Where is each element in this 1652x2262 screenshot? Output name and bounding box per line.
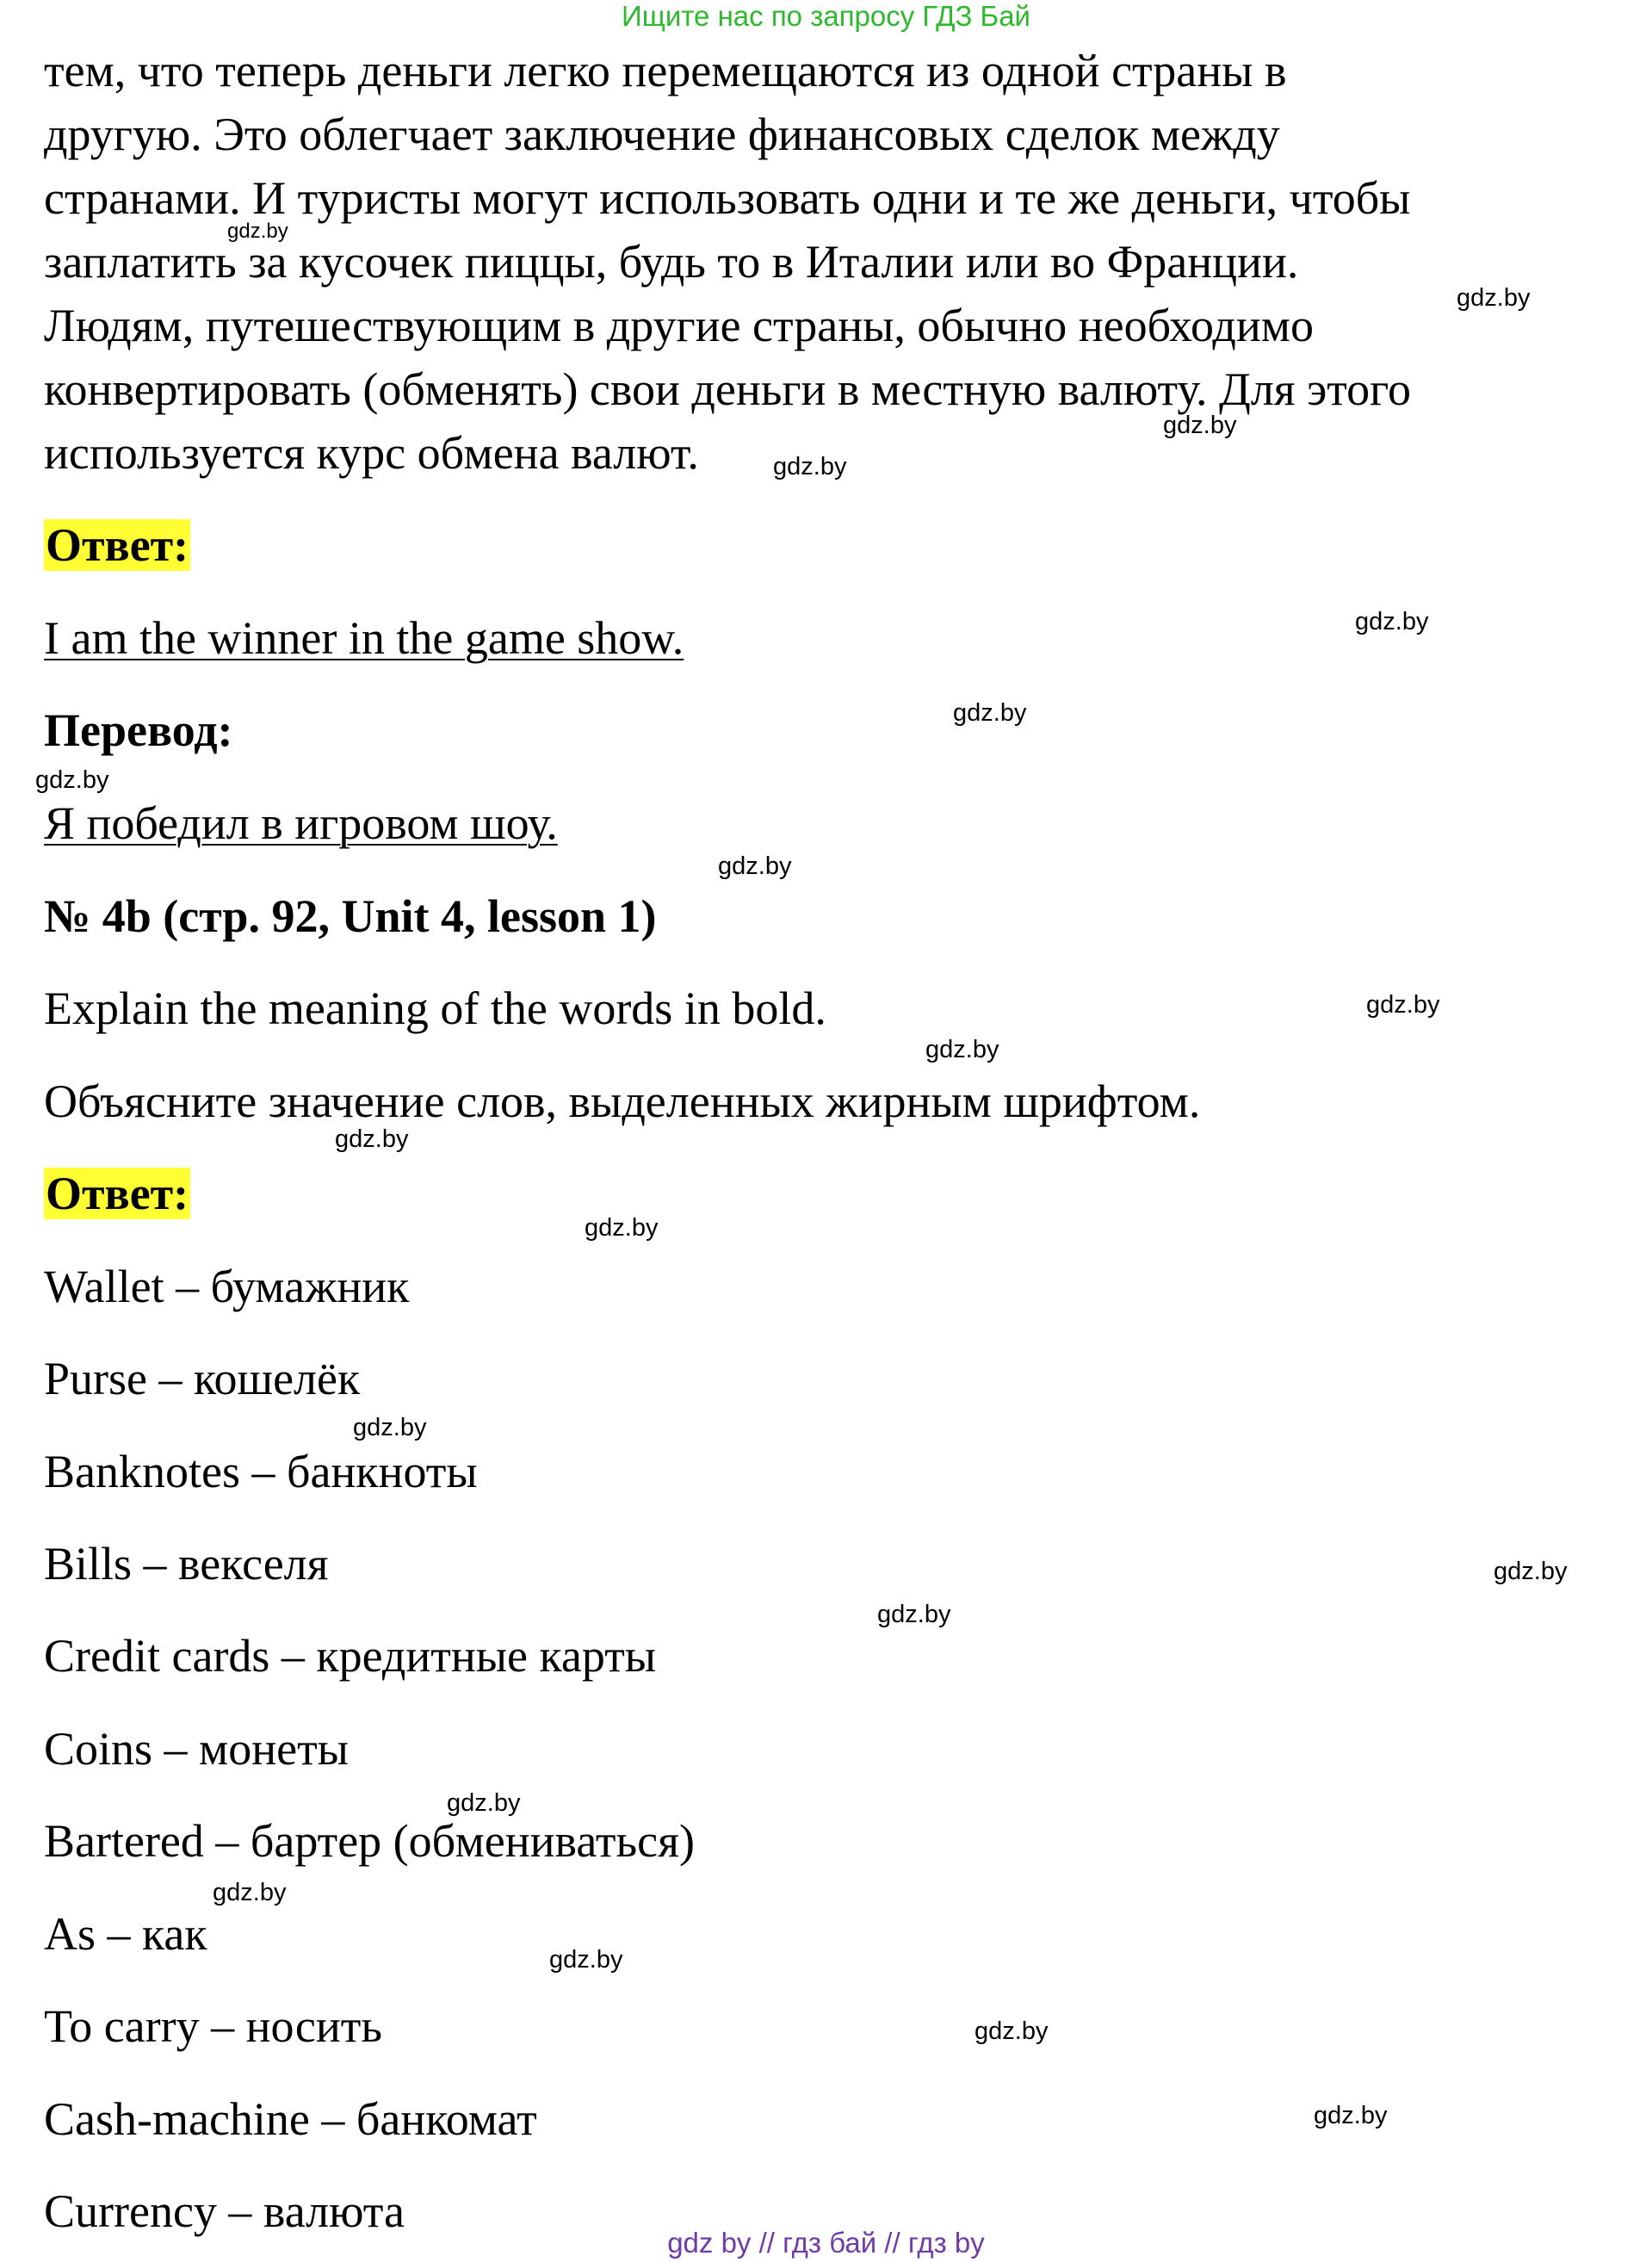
translation-text: Я победил в игровом шоу.: [44, 797, 558, 849]
watermark-text: gdz.by: [718, 852, 792, 880]
watermark-text: gdz.by: [353, 1414, 427, 1441]
answer-label: [44, 1167, 190, 1220]
watermark-text: gdz.by: [1457, 284, 1531, 312]
watermark-text: gdz.by: [925, 1036, 999, 1063]
watermark-text: gdz.by: [335, 1125, 409, 1153]
answer-label-text: Ответ:: [46, 1168, 189, 1219]
word-item: Coins – монеты: [44, 1723, 349, 1775]
word-item: Currency – валюта: [44, 2185, 405, 2237]
watermark-text: gdz.by: [213, 1879, 287, 1906]
paragraph-line: используется курс обмена валют.: [44, 427, 699, 479]
paragraph-line: заплатить за кусочек пиццы, будь то в Италии или во Франции.: [44, 236, 1299, 288]
top-banner[interactable]: Ищите нас по запросу ГДЗ Бай: [622, 0, 1030, 32]
answer-label-text: Ответ:: [46, 519, 189, 571]
paragraph-line: тем, что теперь деньги легко перемещаются из одной страны в: [44, 45, 1287, 96]
watermark-text: gdz.by: [585, 1214, 659, 1242]
watermark-text: gdz.by: [773, 453, 847, 480]
word-item: As – как: [44, 1908, 207, 1960]
word-item: Bills – векселя: [44, 1538, 329, 1590]
word-item: To carry – носить: [44, 2000, 382, 2052]
watermark-text: gdz.by: [974, 2017, 1049, 2045]
watermark-text: gdz.by: [1163, 412, 1237, 439]
task-instruction-ru: Объясните значение слов, выделенных жирным шрифтом.: [44, 1075, 1201, 1127]
word-item: Cash-machine – банкомат: [44, 2093, 537, 2145]
watermark-text: gdz.by: [1314, 2102, 1388, 2129]
task-instruction-en: Explain the meaning of the words in bold.: [44, 982, 826, 1034]
answer-text: I am the winner in the game show.: [44, 612, 684, 664]
watermark-text: gdz.by: [447, 1789, 521, 1817]
paragraph-line: странами. И туристы могут использовать одни и те же деньги, чтобы: [44, 172, 1411, 224]
watermark-text: gdz.by: [1366, 991, 1440, 1019]
word-item: Bartered – бартер (обмениваться): [44, 1815, 695, 1867]
answer-label: [44, 518, 190, 572]
word-item: Purse – кошелёк: [44, 1353, 361, 1404]
bottom-banner[interactable]: gdz by // гдз бай // гдз by: [667, 2227, 985, 2259]
watermark-text: gdz.by: [953, 699, 1027, 727]
task-heading: № 4b (стр. 92, Unit 4, lesson 1): [44, 890, 657, 942]
watermark-text: gdz.by: [35, 766, 109, 794]
paragraph-line: другую. Это облегчает заключение финансовых сделок между: [44, 108, 1280, 160]
watermark-text: gdz.by: [1355, 608, 1429, 635]
paragraph-line: конвертировать (обменять) свои деньги в местную валюту. Для этого: [44, 363, 1411, 415]
watermark-text: gdz.by: [227, 220, 288, 243]
word-item: Credit cards – кредитные карты: [44, 1630, 657, 1682]
watermark-text: gdz.by: [1494, 1558, 1568, 1585]
translation-label: Перевод:: [44, 704, 233, 756]
paragraph-line: Людям, путешествующим в другие страны, обычно необходимо: [44, 300, 1314, 351]
watermark-text: gdz.by: [549, 1946, 623, 1974]
word-item: Banknotes – банкноты: [44, 1446, 478, 1497]
watermark-text: gdz.by: [877, 1601, 951, 1628]
word-item: Wallet – бумажник: [44, 1261, 410, 1312]
